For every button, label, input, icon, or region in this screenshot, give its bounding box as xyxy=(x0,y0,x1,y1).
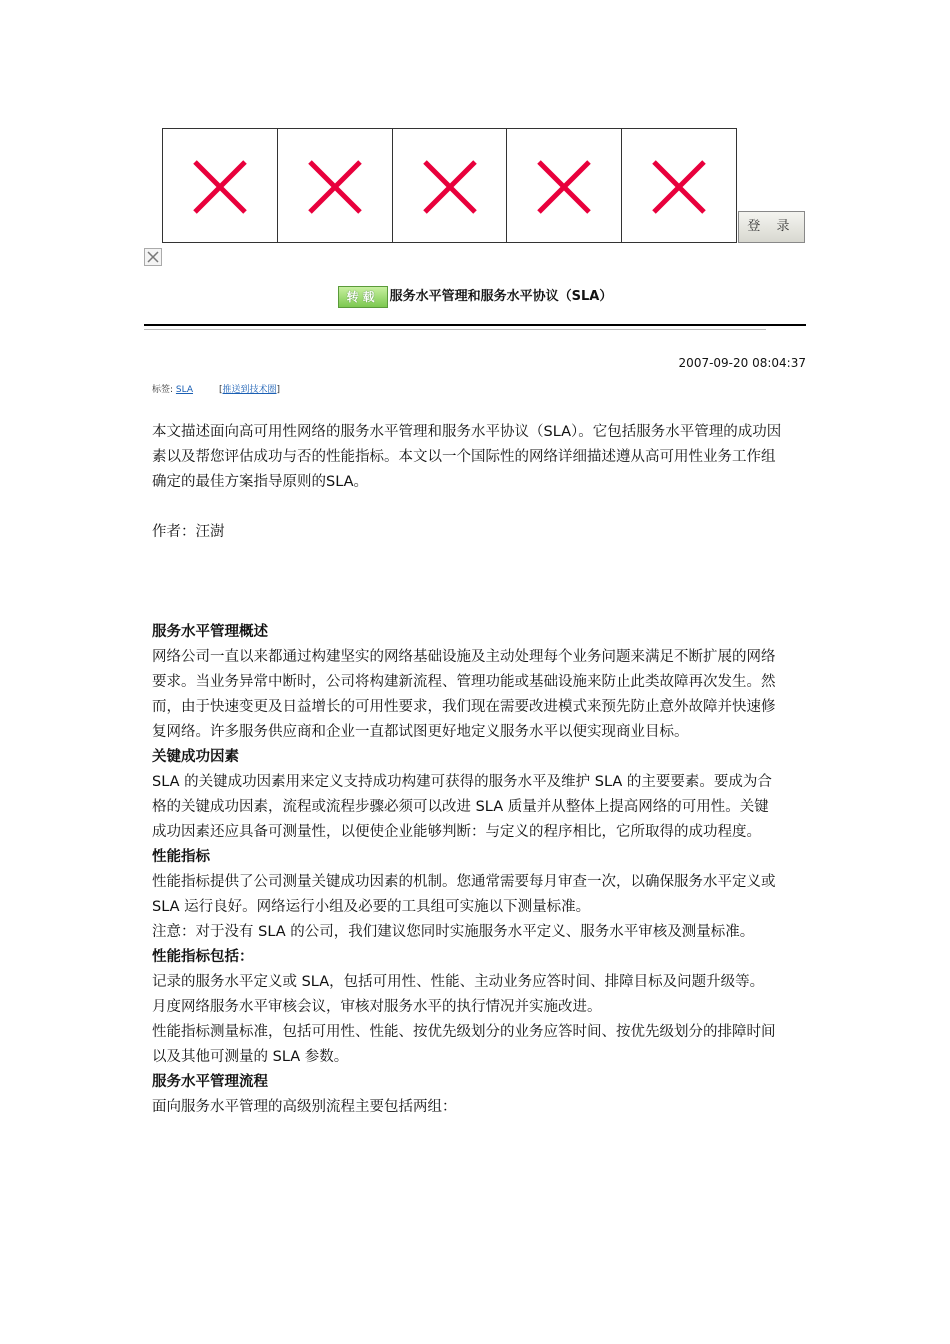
title-divider xyxy=(144,324,806,326)
tags-line: 标签: SLA [推送到技术圈] xyxy=(152,385,281,395)
title-divider-thin xyxy=(144,329,766,330)
intro-paragraph: 本文描述面向高可用性网络的服务水平管理和服务水平协议（SLA）。它包括服务水平管理的成功因素以及帮您评估成功与否的性能指标。本文以一个国际性的网络详细描述遵从高可用性业务工作组确定的最佳方案指导原则的SLA。 xyxy=(152,424,782,490)
section-heading: 性能指标包括： xyxy=(152,949,254,965)
article-title-row xyxy=(144,285,806,308)
broken-image-cross-icon xyxy=(192,159,248,215)
banner-cell[interactable] xyxy=(163,129,278,242)
article-body xyxy=(152,420,782,1120)
repost-badge: 转载 xyxy=(338,286,388,308)
section-heading: 服务水平管理流程 xyxy=(152,1074,268,1090)
banner-cell[interactable] xyxy=(278,129,393,242)
section-paragraph: 性能指标测量标准，包括可用性、性能、按优先级划分的业务应答时间、按优先级划分的排障时间以及其他可测量的 SLA 参数。 xyxy=(152,1024,776,1065)
banner-cell[interactable] xyxy=(507,129,622,242)
broken-image-cross-icon xyxy=(307,159,363,215)
image-banner xyxy=(162,128,737,243)
section-paragraph: 网络公司一直以来都通过构建坚实的网络基础设施及主动处理每个业务问题来满足不断扩展的网络要求。当业务异常中断时，公司将构建新流程、管理功能或基础设施来防止此类故障再次发生。然而，由于快速变更及日益增长的可用性要求，我们现在需要改进模式来预先防止意外故障并快速修复网络。许多服务供应商和企业一直都试图更好地定义服务水平以便实现商业目标。 xyxy=(152,649,776,740)
login-button[interactable]: 登 录 xyxy=(738,211,805,243)
broken-image-cross-icon xyxy=(651,159,707,215)
tags-label: 标签: xyxy=(152,385,174,395)
push-link[interactable]: 推送到技术圈 xyxy=(222,385,277,395)
section-heading: 关键成功因素 xyxy=(152,749,239,765)
section-paragraph: 注意：对于没有 SLA 的公司，我们建议您同时实施服务水平定义、服务水平审核及测量标准。 xyxy=(152,924,755,940)
broken-image-icon xyxy=(144,248,162,266)
article-title: 服务水平管理和服务水平协议（SLA） xyxy=(389,289,613,304)
section-paragraph: 性能指标提供了公司测量关键成功因素的机制。您通常需要每月审查一次，以确保服务水平定义或 SLA 运行良好。网络运行小组及必要的工具组可实施以下测量标准。 xyxy=(152,874,776,915)
section-paragraph: 面向服务水平管理的高级别流程主要包括两组： xyxy=(152,1099,457,1115)
tag-link-sla[interactable]: SLA xyxy=(175,385,194,395)
post-date: 2007-09-20 08:04:37 xyxy=(678,356,806,370)
broken-image-cross-icon xyxy=(536,159,592,215)
section-paragraph: 月度网络服务水平审核会议，审核对服务水平的执行情况并实施改进。 xyxy=(152,999,602,1015)
author-line: 作者：汪澍 xyxy=(152,524,225,540)
banner-cell[interactable] xyxy=(622,129,736,242)
section-paragraph: 记录的服务水平定义或 SLA，包括可用性、性能、主动业务应答时间、排障目标及问题升级等。 xyxy=(152,974,765,990)
broken-image-cross-icon xyxy=(422,159,478,215)
section-heading: 服务水平管理概述 xyxy=(152,624,268,640)
banner-cell[interactable] xyxy=(393,129,508,242)
section-paragraph: SLA 的关键成功因素用来定义支持成功构建可获得的服务水平及维护 SLA 的主要要素。要成为合格的关键成功因素，流程或流程步骤必须可以改进 SLA 质量并从整体上提高网络的可用性。关键成功因素还应具备可测量性，以便使企业能够判断：与定义的程序相比，它所取得的成功程度。 xyxy=(152,774,772,840)
section-heading: 性能指标 xyxy=(152,849,210,865)
